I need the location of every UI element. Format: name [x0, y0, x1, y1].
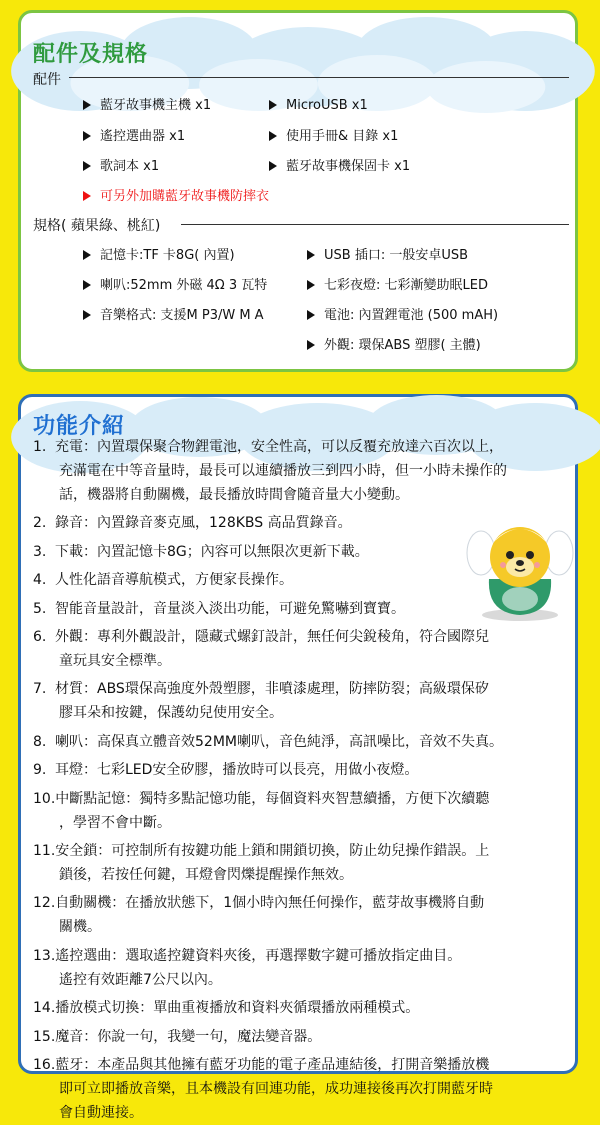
- triangle-bullet-icon: [83, 310, 91, 320]
- triangle-bullet-icon: [307, 280, 315, 290]
- spec-item: 記憶卡:TF 卡8G( 內置): [83, 247, 235, 265]
- triangle-bullet-icon: [269, 100, 277, 110]
- feature-item: [33, 1053, 568, 1125]
- feature-line-cont: 會自動連接。: [59, 1105, 143, 1121]
- feature-line-first: [33, 568, 568, 592]
- feature-number: 4.: [33, 572, 47, 589]
- triangle-bullet-icon: [83, 280, 91, 290]
- feature-number: 3.: [33, 543, 47, 560]
- feature-text: 外觀：專利外觀設計，隱藏式螺釘設計，無任何尖銳稜角，符合國際兒: [55, 629, 489, 645]
- feature-line-first: [33, 511, 568, 535]
- feature-number: 12.: [33, 895, 56, 912]
- feature-text: 播放模式切換：單曲重複播放和資料夾循環播放兩種模式。: [55, 1000, 420, 1017]
- features-title: 功能介紹: [33, 414, 126, 439]
- feature-line-first: [33, 944, 568, 968]
- feature-item: [33, 511, 568, 535]
- triangle-bullet-icon: [83, 131, 91, 141]
- accessory-item: 藍牙故事機保固卡 x1: [269, 158, 410, 176]
- feature-text: 錄音：內置錄音麥克風，128KBS 高品質錄音。: [55, 515, 352, 532]
- feature-item: [33, 787, 568, 835]
- feature-line-first: [33, 1025, 568, 1049]
- feature-number: 13.: [33, 947, 56, 964]
- feature-number: 2.: [33, 515, 47, 532]
- feature-number: 7.: [33, 681, 47, 698]
- triangle-bullet-icon: [269, 131, 277, 141]
- feature-text: 遙控選曲：選取遙控鍵資料夾後，再選擇數字鍵可播放指定曲目。: [55, 947, 462, 964]
- feature-line-first: [33, 758, 568, 782]
- feature-item: [33, 435, 568, 507]
- triangle-bullet-icon: [83, 191, 91, 201]
- feature-item: [33, 891, 568, 939]
- feature-text: 充電：內置環保聚合物鋰電池，安全性高，可以反覆充放達六百次以上，: [55, 439, 503, 455]
- divider: [69, 77, 569, 78]
- feature-item: [33, 677, 568, 725]
- feature-line-first: [33, 540, 568, 564]
- spec-item: 喇叭:52mm 外磁 4Ω 3 瓦特: [83, 277, 267, 295]
- features-card: [18, 394, 578, 1121]
- feature-line-first: [33, 730, 568, 754]
- accessories-section-label: 配件: [33, 72, 61, 88]
- feature-text: 中斷點記憶：獨特多點記憶功能，每個資料夾智慧續播，方便下次續聽: [55, 790, 490, 807]
- accessories-specs-card: [18, 10, 578, 372]
- feature-line-first: [33, 787, 568, 811]
- feature-line-cont: 膠耳朵和按鍵，保護幼兒使用安全。: [59, 705, 283, 722]
- feature-text: 耳燈：七彩LED安全矽膠，播放時可以長亮，用做小夜燈。: [55, 762, 419, 779]
- feature-number: 11.: [33, 843, 56, 859]
- feature-line-cont: 鎖後，若按任何鍵，耳燈會閃爍提醒操作無效。: [59, 867, 353, 883]
- spec-item: 電池: 內置鋰電池 (500 mAH): [307, 307, 498, 325]
- feature-text: 魔音：你說一句，我變一句，魔法變音器。: [55, 1028, 322, 1045]
- feature-item: [33, 625, 568, 673]
- feature-line-cont: 話，機器將自動關機，最長播放時間會隨音量大小變動。: [59, 487, 409, 503]
- accessory-item: 歌詞本 x1: [83, 158, 159, 176]
- triangle-bullet-icon: [307, 310, 315, 320]
- accessory-item: MicroUSB x1: [269, 97, 368, 115]
- feature-line-cont: 充滿電在中等音量時，最長可以連續播放三到四小時，但一小時未操作的: [59, 463, 507, 479]
- spec-item: 七彩夜燈: 七彩漸變助眠LED: [307, 277, 488, 295]
- feature-line-cont: 遙控有效距離7公尺以內。: [59, 971, 222, 988]
- spec-item: USB 插口: 一般安卓USB: [307, 247, 468, 265]
- feature-text: 下載：內置記憶卡8G；內容可以無限次更新下載。: [55, 543, 369, 560]
- feature-number: 8.: [33, 733, 47, 750]
- accessory-item: 藍牙故事機主機 x1: [83, 97, 211, 115]
- feature-number: 1.: [33, 439, 47, 455]
- feature-text: 喇叭：高保真立體音效52MM喇叭，音色純淨，高訊噪比，音效不失真。: [55, 733, 503, 750]
- feature-line-cont: 即可立即播放音樂，且本機設有回連功能，成功連接後再次打開藍牙時: [59, 1081, 493, 1097]
- accessory-item: 使用手冊& 目錄 x1: [269, 128, 398, 146]
- feature-item: [33, 996, 568, 1020]
- feature-line-first: [33, 891, 568, 915]
- divider: [181, 224, 569, 225]
- feature-number: 10.: [33, 790, 56, 807]
- feature-item: [33, 758, 568, 782]
- feature-text: 人性化語音導航模式，方便家長操作。: [55, 572, 293, 589]
- feature-line-first: [33, 677, 568, 701]
- feature-text: 材質：ABS環保高強度外殼塑膠，非噴漆處理，防摔防裂；高級環保矽: [55, 681, 489, 698]
- triangle-bullet-icon: [269, 161, 277, 171]
- feature-text: 藍牙：本產品與其他擁有藍牙功能的電子產品連結後，打開音樂播放機: [55, 1057, 490, 1073]
- feature-text: 安全鎖：可控制所有按鍵功能上鎖和開鎖切換，防止幼兒操作錯誤。上: [55, 843, 490, 859]
- triangle-bullet-icon: [83, 250, 91, 260]
- spec-item: 音樂格式: 支援M P3/W M A: [83, 307, 264, 325]
- feature-item: [33, 597, 568, 621]
- feature-line-first: [33, 597, 568, 621]
- feature-line-cont: 童玩具安全標準。: [59, 653, 171, 669]
- feature-item: [33, 839, 568, 887]
- feature-number: 15.: [33, 1028, 56, 1045]
- specs-section-label: 規格( 蘋果綠、桃紅): [33, 218, 161, 234]
- feature-number: 6.: [33, 629, 47, 645]
- feature-item: [33, 944, 568, 992]
- feature-line-first: [33, 435, 568, 459]
- accessories-title: 配件及規格: [33, 42, 149, 67]
- feature-line-first: [33, 996, 568, 1020]
- feature-item: [33, 730, 568, 754]
- accessory-note: 可另外加購藍牙故事機防摔衣: [83, 188, 269, 206]
- feature-line-cont: 關機。: [59, 919, 101, 936]
- triangle-bullet-icon: [307, 250, 315, 260]
- feature-item: [33, 568, 568, 592]
- triangle-bullet-icon: [83, 161, 91, 171]
- feature-number: 9.: [33, 762, 47, 779]
- feature-line-first: [33, 625, 568, 649]
- triangle-bullet-icon: [83, 100, 91, 110]
- feature-number: 14.: [33, 1000, 56, 1017]
- feature-number: 5.: [33, 600, 47, 617]
- feature-item: [33, 1025, 568, 1049]
- feature-line-cont: ，學習不會中斷。: [59, 814, 171, 831]
- feature-text: 智能音量設計，音量淡入淡出功能，可避免驚嚇到寶寶。: [55, 600, 405, 617]
- spec-item: 外觀: 環保ABS 塑膠( 主體): [307, 337, 481, 355]
- feature-item: [33, 540, 568, 564]
- feature-number: 16.: [33, 1057, 56, 1073]
- triangle-bullet-icon: [307, 340, 315, 350]
- feature-line-first: [33, 839, 568, 863]
- accessory-item: 遙控選曲器 x1: [83, 128, 185, 146]
- feature-text: 自動關機：在播放狀態下，1個小時內無任何操作，藍芽故事機將自動: [55, 895, 485, 912]
- feature-line-first: [33, 1053, 568, 1077]
